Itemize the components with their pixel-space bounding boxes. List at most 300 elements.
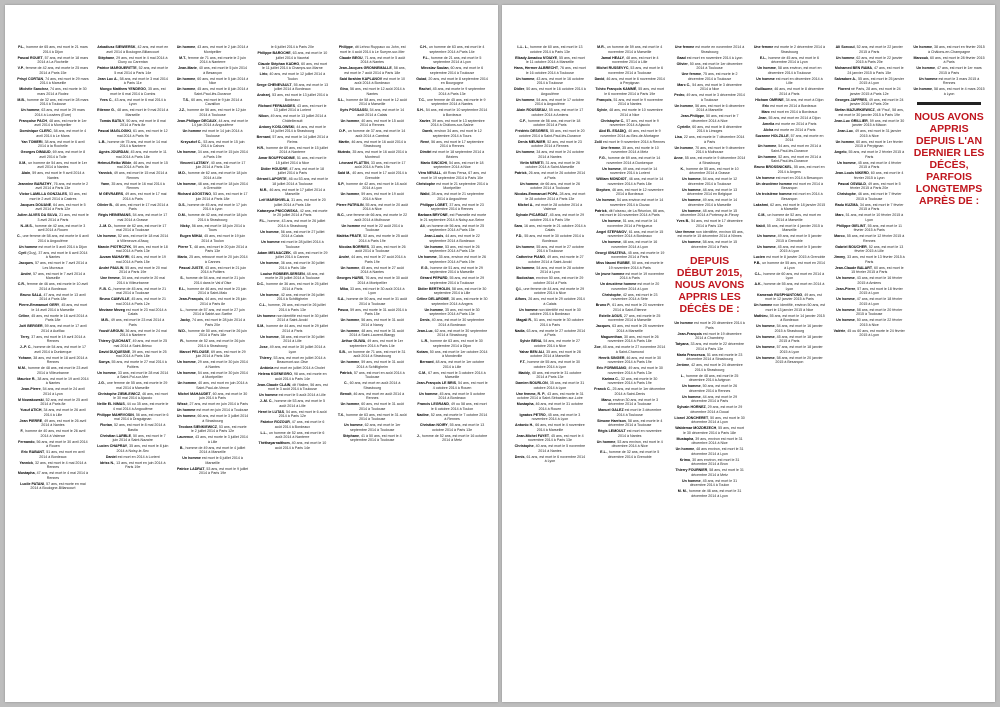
deceased-name: Helmut-Reiko Wilde [97, 160, 132, 165]
obituary-details: , 45 ans, est mort le 29 juillet 2014 à Cannes [275, 250, 328, 259]
obituary-details: , environ 34 ans, est mort le 12 septembre 2014 à Tours [432, 129, 482, 138]
obituary-entry [833, 77, 905, 86]
obituary-entry [514, 360, 586, 369]
deceased-name: Jean-Michel FAYET [516, 433, 550, 438]
obituary-details: , 58 ans, est morte le 4 décembre 2014 à Toulouse [608, 418, 663, 427]
right-page-columns [514, 45, 985, 692]
deceased-name: Christophe [416, 181, 436, 186]
deceased-name: M.D. [178, 171, 186, 175]
deceased-name: Patrick [514, 171, 527, 175]
obituary-details: , 50 ans, est mort le 1er décembre 2014 à Toulouse [687, 61, 743, 70]
obituary-entry [514, 98, 586, 107]
deceased-name: Benoit [340, 391, 352, 396]
obituary-details: , 36 ans, est mort le 30 juillet 2014 à Paris 18e [278, 261, 325, 270]
obituary-entry [177, 425, 249, 434]
deceased-name: Philippe BAROCHE [257, 51, 291, 55]
obituary-details: , homme de 53 ans, est mort le 5 août 2014 à Lille [272, 399, 326, 408]
obituary-entry [177, 56, 249, 65]
deceased-name: B. [179, 445, 184, 450]
deceased-name: Un homme [836, 307, 855, 312]
obituary-details: , 56 ans, est mort le 18 juin 2014 à Tours [189, 223, 245, 232]
obituary-details: , 39 ans, est mort le 13 septembre 2014 à Châlons-sur-Saône [430, 118, 485, 127]
deceased-name: C.L. [754, 271, 762, 276]
deceased-name: L.R. [421, 339, 429, 343]
deceased-name: Mohamed BEN RAMA [834, 66, 873, 70]
obituary-entry [674, 395, 746, 404]
obituary-details: , 55 ans, est mort le 2 février 2015 à Paris [846, 150, 905, 159]
obituary-details: , homme de 45 ans, est mort le 21 mai 2014 à Toulouse [111, 286, 167, 295]
obituary-entry [753, 134, 825, 143]
deceased-name: M.M. [17, 366, 26, 370]
obituary-entry [514, 276, 586, 285]
obituary-entry [17, 440, 89, 449]
obituary-details: , 43 ans, est morte le 31 octobre 2014 à Saint-Sébastien-sur-Loire [517, 391, 584, 400]
obituary-entry [336, 413, 408, 422]
deceased-name: Jacky [180, 318, 190, 322]
obituary-details: , 60 ans, est mort en août 2014 à Strasbourg [347, 381, 401, 390]
deceased-name: F.T. [519, 360, 526, 364]
obituary-entry [17, 387, 89, 396]
obituary-entry [17, 161, 89, 170]
obituary-details: est mort le 20 novembre 2014 à Lyon [611, 282, 660, 291]
deceased-name: Un deuxième homme [755, 181, 792, 186]
obituary-details: , 54 ans, est mort le 17 décembre 2014 à Paris 13e [689, 219, 743, 228]
deceased-name: Jean Luc A. [97, 76, 118, 81]
deceased-name: Julien ALVES DA SILVA [17, 213, 58, 217]
deceased-name: Sylvie BENA [519, 339, 542, 343]
obituary-entry [753, 66, 825, 75]
obituary-details: , 57 ans, est mort le 7 avril 2014 à Marseille [31, 271, 86, 280]
deceased-name: David [594, 76, 605, 81]
deceased-name: Théthayarnalthom [258, 441, 290, 445]
obituary-entry [913, 56, 985, 65]
obituary-details: , 55 ans, est mort le 11 février 2015 à Paris [853, 223, 902, 232]
obituary-details: , 54 ans, est mort le 6 août 2014 à Paris 12e [278, 409, 327, 418]
obituary-details: non identifié, environ 50 ans, est mort le 13 janvier 2015 à Nice [765, 303, 826, 312]
deceased-name: Karima C. [602, 376, 619, 381]
deceased-name: Georges JAFFRES [834, 97, 867, 102]
deceased-name: Yohann [18, 355, 32, 360]
obituary-entry [594, 108, 666, 117]
deceased-name: Jamal HEALY [600, 55, 624, 60]
obituary-details: , 48 ans, est mort le 20 juin 2014 à Paris 13e [191, 244, 248, 253]
deceased-name: Un homme [519, 181, 539, 186]
obituary-entry [514, 444, 586, 453]
obituary-entry [256, 303, 328, 312]
deceased-name: Sonya [98, 360, 110, 364]
section-heading: DEPUIS DÉBUT 2015, NOUS AVONS APPRIS LES DÉCÈS DE : [674, 255, 745, 315]
deceased-name: Valérie [833, 328, 846, 333]
obituary-entry [17, 324, 89, 333]
obituary-entry [97, 350, 169, 359]
obituary-details: , 50 ans, est mort le 26 décembre 2014 à Rennes [688, 384, 738, 393]
deceased-name: Miroslav Soulan [420, 66, 449, 70]
obituary-details: , 66 ans, est mort le 4 novembre 2014 à Marseille [533, 423, 585, 432]
obituary-details: , 35 ans, est mort le 8 juin 2014 à Noisy-le-Sec [116, 444, 169, 453]
obituary-details: , 46 ans, est mort le 31 octobre 2014 à Rouen [533, 402, 584, 411]
deceased-name: Elkady Amadou N'DIAYE [515, 55, 557, 60]
obituary-entry [753, 224, 825, 233]
obituary-details: , 53 ans, est morte le 2 juillet 2014 à Paris 12e [190, 424, 247, 433]
deceased-name: Yannick [19, 460, 34, 465]
obituary-entry [674, 114, 746, 123]
obituary-details: , homme de 46 ans, est mort le 31 décembre 2014 à Lyon [686, 489, 742, 498]
section-divider [917, 102, 981, 105]
obituary-details: , 40 ans, est mort en juin 2014 à Saint-Paul-de-Vence [196, 381, 248, 390]
obituary-details: , 35 ans, est mort le 28 octobre 2014 à Marseille [530, 349, 581, 358]
obituary-details: , dit l'oiseau, de La Réunion, 66 ans, est mort le 16 novembre 2014 à Paris [599, 208, 665, 217]
deceased-name: J.-M. C. [259, 399, 273, 403]
obituary-entry [336, 381, 408, 390]
deceased-name: Ali Sorcoul [835, 45, 855, 49]
deceased-name: Un homme [424, 244, 444, 249]
obituary-details: , 49 ans, est mort le 30 juillet 2014 à Lyon [267, 345, 326, 354]
obituary-entry [17, 45, 89, 54]
obituary-entry [336, 371, 408, 380]
obituary-details: non identifié est mort le 30 octobre 2014 à Bordeaux [529, 307, 581, 316]
obituary-entry [514, 308, 586, 317]
obituary-details: , 45 ans, est mort le 3 novembre 2014 à Lyon [531, 412, 581, 421]
obituary-entry [17, 251, 89, 260]
obituary-details: , 52 ans, est mort le 13 février 2015 à Lille [854, 244, 904, 253]
obituary-details: , 74 ans, est mort le 28 juin 2014 à Paris 20e [190, 318, 246, 327]
deceased-name: Jean [758, 115, 767, 120]
obituary-entry [514, 213, 586, 222]
obituary-details: est mort en 2014 à Bordeaux [769, 103, 817, 108]
obituary-entry [256, 372, 328, 381]
obituary-column [256, 45, 328, 692]
deceased-name: Victor LAMILLA GONZALES [19, 192, 67, 196]
deceased-name: Un homme [97, 234, 116, 238]
obituary-entry [674, 83, 746, 92]
obituary-details: est morte en 2014 à Paris [773, 127, 816, 132]
obituary-column [336, 45, 408, 692]
deceased-name: Un homme [260, 334, 279, 339]
obituary-entry [753, 324, 825, 333]
obituary-details: , une femme de 66 ans, est morte le 22 août 2014 à Mulhouse [344, 213, 408, 222]
obituary-details: , 38 ans, est mort le 18 avril 2014 à Rennes [31, 355, 88, 364]
obituary-details: , 35 ans, est morte le 10 novembre 2014 à Metz [611, 145, 659, 154]
obituary-entry [97, 245, 169, 254]
deceased-name: Agnès JOURDAN [98, 150, 129, 154]
obituary-entry [256, 156, 328, 165]
obituary-details: , 35 ans, est mort le 6 mai 2014 à Combs [110, 87, 166, 96]
obituary-details: est mort en juillet 2014 à Cholet [273, 366, 325, 370]
obituary-details: , 61 ans, est mort le 19 mai 2014 à Paris 15e [115, 255, 166, 264]
obituary-details: est morte en 2014 à Paris [774, 121, 817, 126]
obituary-entry [177, 129, 249, 138]
obituary-details: , 55 ans, est morte le 9 décembre 2014 à Strasbourg [682, 156, 746, 165]
deceased-name: F.G. [599, 156, 606, 160]
deceased-name: Denis [514, 454, 525, 459]
obituary-entry [753, 110, 825, 115]
obituary-details: , 33 ans, est mort le 30 août 2014 à Lyon [347, 286, 405, 295]
deceased-name: Un homme [675, 447, 695, 451]
obituary-entry [594, 440, 666, 449]
obituary-entry [833, 276, 905, 285]
obituary-details: est mort le 19 novembre 2014 à Paris [619, 271, 665, 280]
obituary-entry [177, 435, 249, 444]
deceased-name: T.S. [182, 97, 190, 102]
obituary-entry [674, 125, 746, 134]
obituary-details: , 60 ans, est mort le 1er février 2015 à Perpignan [854, 139, 903, 148]
deceased-name: Pierre PATRILIN [336, 202, 364, 207]
deceased-name: Georgi IGNATEVA [595, 250, 626, 255]
obituary-details: , 45 ans, est mort le 4 février 2015 à Paris [855, 160, 902, 169]
obituary-details: , 58 ans, est mort le 31 décembre 2014 à Metz [691, 468, 744, 477]
deceased-name: Un homme [20, 108, 40, 112]
obituary-details: , 40 ans, est mort le 17 août 2014 à Grenoble [350, 171, 407, 180]
obituary-details: , 56 ans, est mort le 27 juillet 2014 à Calais [278, 229, 325, 238]
obituary-details: , 30 ans, est mort le 26 novembre 2014 à Paris 18e [607, 334, 659, 343]
deceased-name: Lakshmi [753, 202, 769, 207]
deceased-name: M.R. [597, 45, 605, 49]
obituary-entry [97, 402, 169, 411]
obituary-details: , 45 ans, est mort le 21 mai 2014 à Paris 12e [115, 297, 166, 306]
obituary-entry [17, 450, 89, 459]
obituary-details: , 49 ans, est mort le 25 mai 2014 à Saint-Brieuc [113, 339, 168, 348]
obituary-details: , 38 ans, est mort le 30 juillet 2014 à Lille [278, 334, 325, 343]
obituary-details: , 29 ans, est mort le 4 mai 2014 à Cluny ou Carentan [114, 55, 168, 64]
obituary-entry [97, 224, 169, 233]
obituary-details: , 40 ans, est mort le 30 septembre 2014 à Bordeaux [429, 318, 485, 327]
obituary-details: est mort le 10 août 2014 à Bordeaux [354, 76, 405, 85]
deceased-name: Dimitri [419, 150, 432, 154]
deceased-name: T.C. [418, 97, 425, 102]
deceased-name: Helena KOENEGRO [258, 372, 292, 376]
deceased-name: Un homme [913, 45, 932, 49]
deceased-name: B.C. [337, 213, 345, 217]
obituary-details: , 44 ans, est mort le 14 juillet 2014 à Strasbourg [270, 124, 326, 133]
obituary-entry [256, 83, 328, 92]
deceased-name: Yannick [98, 171, 112, 175]
obituary-details: , une femme de 55 ans, est morte le 29 mai 2014 à Marseille [104, 381, 168, 390]
deceased-name: Sara [514, 223, 523, 228]
deceased-name: Un homme [340, 318, 360, 322]
obituary-details: , 55 ans, est mort le 30 octobre 2014 à Bordeaux [522, 234, 584, 243]
deceased-name: Patrice LADRAT [176, 466, 205, 471]
obituary-entry [177, 224, 249, 233]
obituary-entry [97, 455, 169, 460]
obituary-details: , homme de 51 ans, est mort le 29 septembre 2014 à Marseille [428, 265, 483, 274]
deceased-name: S.A. [337, 297, 345, 301]
obituary-details: , 49 ans, est mort le 23 mai 2014 à Paris [108, 318, 165, 327]
deceased-name: Yann [100, 181, 110, 186]
deceased-name: Un homme [344, 423, 363, 427]
obituary-entry [17, 203, 89, 212]
obituary-column [514, 45, 586, 692]
obituary-entry [97, 203, 169, 212]
obituary-entry [674, 374, 746, 383]
deceased-name: Un homme [682, 478, 701, 483]
deceased-name: M GEVRAERS [98, 192, 124, 196]
obituary-details: , 46 ou 53 ans, est mort le 18 juillet 2014 à Toulouse [272, 177, 329, 186]
deceased-name: Mathieu [754, 313, 768, 318]
obituary-entry [17, 66, 89, 75]
obituary-entry [514, 392, 586, 401]
deceased-name: Henrik SINGER [598, 355, 625, 360]
obituary-entry [514, 371, 586, 380]
obituary-details: , homme de 50 ans, est mort le 31 août 2014 à Toulouse [344, 297, 407, 306]
deceased-name: Yves B. [676, 219, 690, 223]
deceased-name: Patrice MARGUERITTE [97, 66, 137, 70]
obituary-entry [594, 429, 666, 438]
obituary-details: , est mort le 28 octobre 2014 à Valence [533, 202, 583, 211]
deceased-name: Lucien CHAPRAY [97, 444, 128, 448]
obituary-entry [514, 255, 586, 264]
obituary-details: , 64 ans, est mort le 5 avril 2014 à Paris 12e [35, 202, 86, 211]
obituary-entry [256, 410, 328, 419]
deceased-name: Tchéo François KAMMÉ [595, 87, 637, 91]
deceased-name: André PAULIN [98, 265, 124, 270]
obituary-details: , homme, 43 ans, est mort le 26 juillet 2014 à Strasbourg [265, 219, 326, 228]
obituary-entry [514, 171, 586, 180]
obituary-details: , 41 à 50 ans, est mort le 4 septembre 2014 à Toulouse [350, 433, 402, 442]
obituary-details: , 58 ans, est mort le 4 mars 2015 à Lyon [932, 87, 985, 96]
obituary-entry [833, 224, 905, 233]
deceased-name: C.R. [17, 282, 25, 286]
obituary-entry [256, 198, 328, 207]
obituary-details: , 55 ans, est mort le 13 juillet 2014 à Bordeaux [274, 82, 329, 91]
deceased-name: Claude Stéphan KADHO [257, 61, 300, 66]
deceased-name: Un homme [515, 97, 535, 102]
obituary-entry [256, 240, 328, 249]
obituary-details: , 45 ans, est mort le 27 août 2014 à Nantes [359, 265, 404, 274]
obituary-details: , 51 ans, est mort en avril 2014 à Bordeaux [39, 450, 85, 459]
deceased-name: Nicolas BORRIES [338, 244, 370, 249]
deceased-name: Denis [419, 318, 430, 322]
obituary-entry [514, 266, 586, 275]
obituary-entry [416, 119, 488, 128]
deceased-name: C.M. [418, 370, 427, 375]
obituary-details: , 62 ans, est mort le 22 janvier 2015 à Paris 20e [854, 55, 903, 64]
obituary-entry [753, 98, 825, 103]
deceased-name: C.M. [757, 213, 766, 217]
obituary-entry [674, 384, 746, 393]
obituary-details: , homme de 21 ans, est mort le 5 septembre 2014 à Lyon [428, 55, 482, 64]
deceased-name: Michel A. [517, 202, 534, 207]
deceased-name: E.L. [178, 286, 186, 291]
obituary-details: est mort le 5 août 2014 à Lille [277, 393, 326, 397]
obituary-details: , 29 ans, est mort le 30 juin 2014 à Nantes [195, 360, 248, 369]
deceased-name: Bodoshan [516, 276, 535, 280]
deceased-name: Pascal ROUET [17, 55, 43, 60]
deceased-name: Claude BEGU [339, 55, 363, 60]
obituary-details: est mort le 6 juillet 2014 à Marseille [200, 456, 243, 465]
obituary-details: , 57 ans, est mort le 18 février 2015 à Lyon [855, 286, 903, 295]
obituary-details: , 59 ans, est mort le 9 avril 2014 à Nantes [30, 171, 85, 180]
obituary-details: , 51 ans est morte le 23 décembre 2014 à Strasbourg [686, 352, 743, 361]
deceased-name: Un homme [340, 118, 360, 123]
obituary-entry [17, 345, 89, 354]
obituary-entry [97, 266, 169, 275]
deceased-name: D.C. [256, 282, 265, 286]
deceased-name: Patrick [339, 370, 352, 375]
obituary-details: , 46 ans, est mort le 15 mai 2014 à Paris 8e [116, 160, 168, 169]
obituary-entry [594, 282, 666, 291]
obituary-entry [177, 287, 249, 296]
obituary-entry [833, 287, 905, 296]
deceased-name: Zoe [594, 345, 601, 349]
obituary-entry [753, 345, 825, 354]
deceased-name: Jean-Louis [424, 234, 444, 238]
obituary-entry [674, 230, 746, 239]
obituary-entry [594, 398, 666, 407]
deceased-name: Un homme [674, 103, 694, 108]
obituary-details: , 55 ans, est mort le 30 décembre 2014 à Paris 18e [683, 426, 744, 435]
deceased-name: Un homme [753, 303, 773, 307]
deceased-name: Marzouk [913, 55, 929, 60]
obituary-details: , 63 ans, est mort le 10 juillet 2014 à Vauréal [275, 51, 328, 60]
deceased-name: Magali R. [516, 318, 533, 322]
obituary-details: , 21 ans, est mort le 3 avril 2014 à Paris [37, 213, 89, 222]
obituary-entry [674, 198, 746, 207]
obituary-entry [514, 297, 586, 306]
obituary-entry [17, 429, 89, 438]
deceased-name: Saïd M. [337, 171, 351, 175]
deceased-name: D.M. [178, 213, 186, 217]
obituary-details: , 52 ans, est mort le 22 janvier 2015 à Paris [854, 45, 903, 54]
deceased-name: Jean-François [677, 331, 702, 336]
obituary-details: , 34 ans, est mort le 26 avril 2014 à Lille [41, 408, 86, 417]
obituary-entry [336, 350, 408, 359]
obituary-entry [594, 324, 666, 333]
obituary-entry [753, 213, 825, 222]
obituary-entry [97, 182, 169, 191]
obituary-details: , une femme de 45 ans, est morte le 9 septembre 2014 à Nantes [424, 97, 486, 106]
obituary-details: , 76 ans, est mort le 16 octobre 2014 à Toulouse [525, 66, 586, 75]
obituary-entry [833, 66, 905, 75]
obituary-entry [177, 381, 249, 390]
obituary-entry [514, 77, 586, 86]
obituary-entry [97, 276, 169, 285]
obituary-details: , 50 ans, est mort le 16 octobre 2014 à Angoulême [524, 87, 586, 96]
obituary-entry [177, 108, 249, 117]
obituary-details: , 67 ans, est mort le 3 octobre 2014 à Marseille [426, 370, 486, 379]
obituary-entry [416, 140, 488, 149]
deceased-name: Georges DIMAUD [20, 150, 51, 154]
deceased-name: Tomás BATILY [99, 118, 125, 123]
obituary-column [594, 45, 666, 692]
deceased-name: C.L. [259, 303, 266, 307]
deceased-name: Jerôme [676, 363, 690, 367]
obituary-entry [416, 87, 488, 96]
deceased-name: Xavier [419, 118, 431, 123]
deceased-name: Francis LEGRAND [417, 402, 449, 406]
deceased-name: Wissé [177, 402, 188, 406]
obituary-details: , 40 ans, est mort le 17 juin 2014 à Paris 13e [195, 160, 246, 169]
obituary-entry [674, 479, 746, 488]
obituary-entry [594, 314, 666, 323]
deceased-name: Jean-Claude CLAIN [256, 382, 291, 387]
obituary-entry [256, 431, 328, 440]
obituary-details: , 47 ans, est mort le 18 février 2015 à Lyon [854, 297, 903, 306]
deceased-name: Un homme [682, 198, 701, 202]
obituary-entry [594, 251, 666, 260]
obituary-details: , 28 ans, est mort le 28 octobre 2014 à Paris 13e [525, 192, 586, 201]
obituary-details: , 44 ou 35 ans, est morte le 4 mai 2014 à Angoulême [112, 402, 169, 411]
obituary-entry [256, 219, 328, 228]
obituary-entry [753, 122, 825, 127]
obituary-entry [416, 360, 488, 369]
obituary-details: , homme de 60 ans, est mort en 2014 à Lyon [761, 271, 825, 280]
obituary-entry [17, 303, 89, 312]
obituary-details: , 27 ans, est mort en juin 2014 à Paris [187, 402, 249, 406]
obituary-entry [17, 224, 89, 233]
deceased-name: S. [180, 276, 184, 280]
obituary-entry [177, 213, 249, 222]
obituary-details: , 48 ans, est mort le 31 août 2014 à Saint-Laurent-Blangy [349, 328, 404, 337]
